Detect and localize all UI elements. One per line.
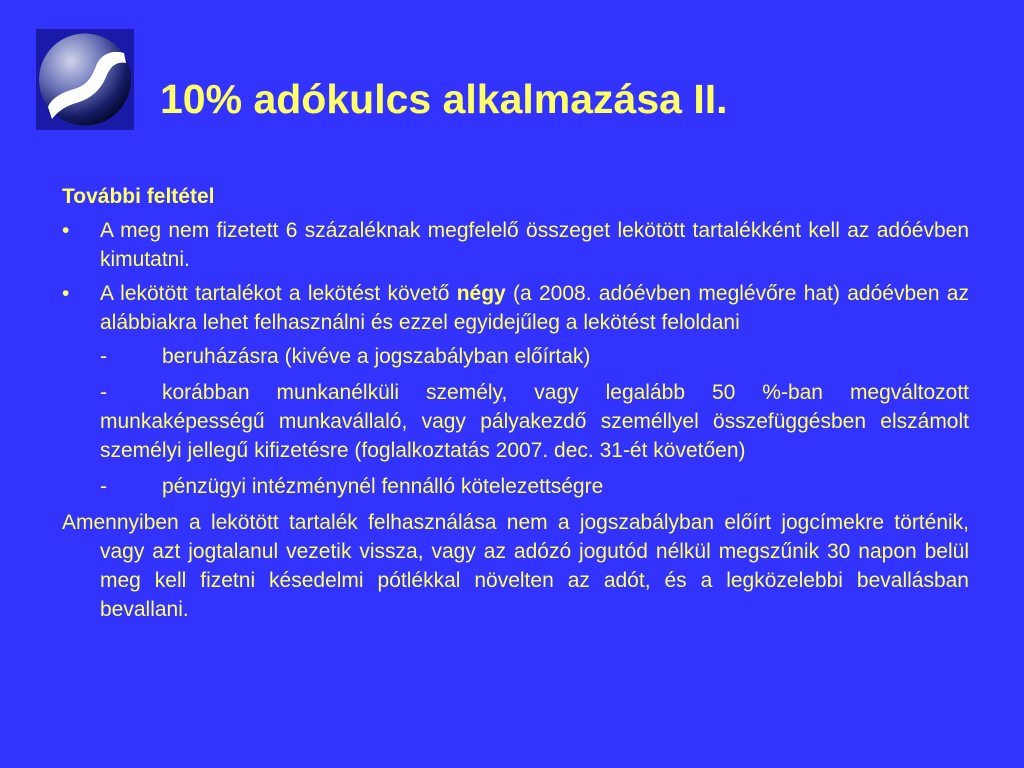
closing-paragraph: Amennyiben a lekötött tartalék felhasználása nem a jogszabályban előírt jogcímekre történik, vagy azt jogtalanul vezetik vissza, vagy az adózó jogutód nélkül megszűnik 30 napon belül meg kell fizetni késedelmi pótlékkal növelten az adót, és a legközelebbi bevallásban bevallani. bbox=[62, 511, 969, 621]
dash-item bbox=[62, 342, 969, 371]
bullet-marker: • bbox=[62, 219, 70, 242]
dash-marker: - bbox=[100, 381, 107, 404]
section-heading: További feltétel bbox=[62, 185, 215, 208]
dash-item-text: pénzügyi intézménynél fennálló kötelezettségre bbox=[162, 475, 604, 498]
bullet-text-start: A lekötött tartalékot a lekötést követő bbox=[100, 282, 457, 305]
bullet-text: A meg nem fizetett 6 százaléknak megfelelő összeget lekötött tartalékként kell az adóévben kimutatni. bbox=[100, 219, 969, 271]
bullet-item bbox=[62, 279, 969, 337]
slide-body bbox=[62, 182, 969, 624]
bullet-item bbox=[62, 216, 969, 274]
slide-title: 10% adókulcs alkalmazása II. bbox=[160, 76, 728, 122]
bullet-text-bold: négy bbox=[456, 282, 506, 305]
dash-marker: - bbox=[100, 345, 107, 368]
dash-item bbox=[62, 472, 969, 501]
bullet-marker: • bbox=[62, 282, 70, 305]
dash-item-text: korábban munkanélküli személy, vagy legalább 50 %-ban megváltozott munkaképességű munkavállaló, vagy pályakezdő személlyel összefüggésben elszámolt személyi jellegű kifizetésre (foglalkoztatás 2007. dec. 31-ét követően) bbox=[100, 381, 969, 462]
bullet-text-end: (a 2008. adóévben meglévőre hat) adóévben az alábbiakra lehet felhasználni és ezzel egyidejűleg a lekötést feloldani bbox=[100, 282, 969, 334]
dash-item bbox=[62, 378, 969, 465]
dash-item-text: beruházásra (kivéve a jogszabályban előírtak) bbox=[162, 345, 591, 368]
dash-marker: - bbox=[100, 475, 107, 498]
swoosh-logo-icon bbox=[36, 29, 134, 130]
